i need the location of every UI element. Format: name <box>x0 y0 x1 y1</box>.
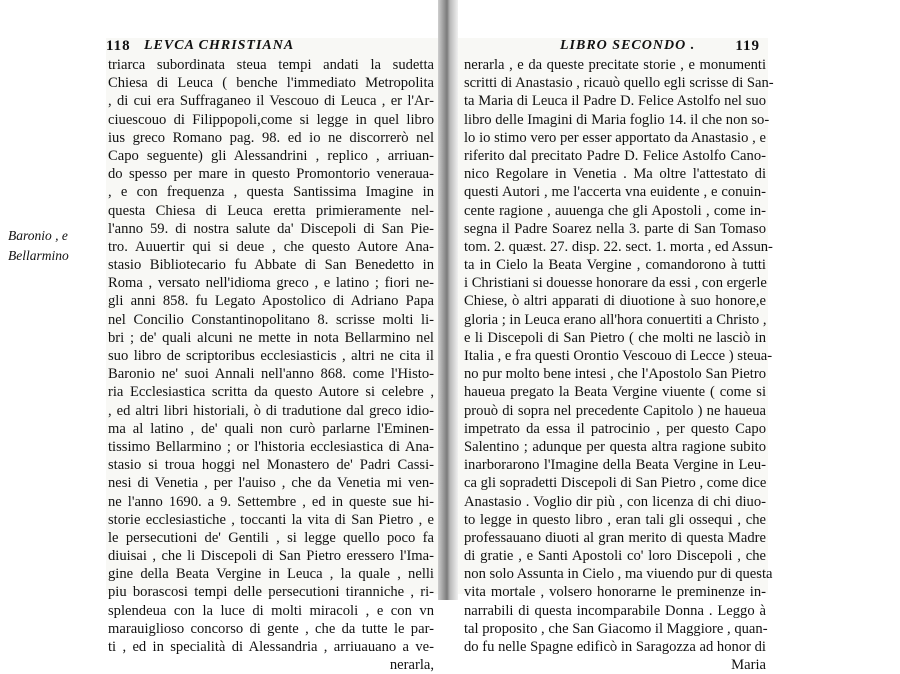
text-line: i Christiani si douesse honorare da essi , con ergerle <box>464 275 767 292</box>
text-line: scritti di Anastasio , ricauò quello egli scrisse di San- <box>464 75 774 92</box>
text-line: non solo Assunta in Cielo , ma viuendo pur di questa <box>464 566 773 583</box>
text-line: ma al latino , de' quali non curò parlarne l'Eminen- <box>108 420 434 437</box>
right-running-head <box>458 38 768 56</box>
text-line: lo io stimo vero per esser apportato da Anastasio , e <box>464 129 766 146</box>
text-line: ius greco Romano pag. 98. ed io ne discorrerò nel <box>108 129 434 146</box>
text-line: inarborarono l'Imagine della Beata Vergine in Leu- <box>464 457 766 474</box>
marginal-note <box>8 226 104 266</box>
marginal-note-line: Bellarmino <box>8 248 69 263</box>
text-line: , di cui era Suffraganeo il Vescouo di Leuca , er l'Ar- <box>108 93 434 110</box>
text-line: ti , ed in specialità di Alessandria , arriuauano a ve- <box>108 639 434 655</box>
text-line: prouò di sopra nel precedente Capitolo ) ne haueua <box>464 402 766 419</box>
text-line: nerarla , e da queste precitate storie , e monumenti <box>464 57 766 73</box>
text-line: marauiglioso concorso di gente , che da tutte le par- <box>108 620 434 637</box>
text-line: haueua pregato la Beata Vergine viuente ( come si <box>464 384 766 401</box>
text-line: Italia , e fra questi Orontio Vescouo di Lecce ) steua- <box>464 348 773 364</box>
text-line: nesi di Venetia , per l'auiso , che da Venetia mi ven- <box>108 475 434 492</box>
book-gutter <box>438 0 458 600</box>
text-line: libro delle Imagini di Maria foglio 14. il che non so- <box>464 111 770 128</box>
left-body-text <box>106 56 438 674</box>
text-line: Maria <box>731 657 766 674</box>
right-page <box>458 38 774 674</box>
text-line: Chiese, ò altri apparati di diuotione à suo honore,e <box>464 293 766 310</box>
text-line: piu borascosi tempi delle persecutioni tiranniche , ri- <box>108 584 434 601</box>
text-line: suo libro de scriptoribus ecclesiasticis , altri ne cita il <box>108 348 434 364</box>
text-line: vita mortale , volsero honorarne le preminenze in- <box>464 584 766 601</box>
text-line: e li Discepoli di San Pietro ( che molti ne lasciò in <box>464 329 766 346</box>
text-line: riferito dal precitato Padre D. Felice Astolfo Cano- <box>464 147 766 164</box>
text-line: Anastasio . Voglio dir più , con licenza di chi diuo- <box>464 493 766 510</box>
right-running-title: LIBRO SECONDO . <box>560 38 696 53</box>
text-line: nerarla, <box>389 657 434 674</box>
text-line: storie ecclesiastiche , toccanti la vita di San Pietro , e <box>108 511 434 528</box>
text-line: bri ; de' quali alcuni ne mette in nota Bellarmino nel <box>108 329 434 346</box>
text-line: questi Autori , me l'accerta vna euidente , e conuin- <box>464 184 766 201</box>
text-line: gine della Beata Vergine in Leuca , la quale , nelli <box>108 566 434 583</box>
right-body-text <box>458 56 774 674</box>
text-line: nel Concilio Constantinopolitano 8. scrisse molti li- <box>108 311 434 328</box>
text-line: gloria ; in Leuca erano all'hora conuertiti a Christo , <box>464 311 767 328</box>
text-line: ria Ecclesiastica scritta da questo Autore si celebre , <box>108 384 434 401</box>
text-line: l'anno 59. di nostra salute da' Discepoli di San Pie- <box>108 220 434 237</box>
text-line: ta Maria di Leuca il Padre D. Felice Astolfo nel suo <box>464 93 766 110</box>
text-line: , ed altri libri historiali, ò di tradutione dal greco idio- <box>108 402 434 419</box>
text-line: , e con frequenza , questa Santissima Imagine in <box>108 184 434 201</box>
text-line: do spesso per mare in questo Promontorio veneraua- <box>108 166 434 183</box>
text-line: ciuescouo di Filippopoli,come si legge in quel libro <box>108 111 434 128</box>
text-line: questa Chiesa di Leuca eretta primieramente nel- <box>108 202 434 219</box>
text-line: diuisai , che li Discepoli di San Pietro eressero l'Ima- <box>108 548 434 565</box>
right-page-number: 119 <box>735 38 760 54</box>
text-line: stasio Bibliotecario fu Abbate di San Benedetto in <box>108 257 434 274</box>
text-line: Salentino ; adunque per questa altra ragione subito <box>464 438 766 455</box>
text-line: no pur molto bene intesi , che l'Apostolo San Pietro <box>464 366 766 383</box>
text-line: gli anni 858. fu Legato Apostolico di Adriano Papa <box>108 293 434 310</box>
text-line: nico Regolare in Venetia . Ma oltre l'attestato di <box>464 166 766 183</box>
text-line: do fu nelle Spagne edificò in Saragozza ad honor di <box>464 639 766 655</box>
text-line: tro. Auuertir qui si deue , che questo Autore Ana- <box>108 238 434 255</box>
text-line: ta in Cielo la Beata Vergine , comandorono à tutti <box>464 257 766 274</box>
text-line: le persecutioni de' Gentili , si legge quello poco fa <box>108 529 434 546</box>
left-running-head <box>106 38 438 56</box>
text-line: splendeua con la luce di molti miracoli , e con vn <box>108 602 434 619</box>
text-line: Chiesa di Leuca ( benche l'immediato Metropolita <box>108 75 434 92</box>
text-line: tom. 2. quæst. 27. disp. 22. sect. 1. morta , ed Assun- <box>464 238 773 255</box>
text-line: di gratie , e Santi Apostoli co' loro Discepoli , che <box>464 548 766 565</box>
text-line: Capo seguente) gli Alessandrini , replico , arriuan- <box>108 147 434 164</box>
text-line: segna il Padre Soarez nella 3. parte di San Tomaso <box>464 220 766 237</box>
marginal-note-line: Baronio , e <box>8 228 68 243</box>
text-line: tissimo Bellarmino ; or l'historia ecclesiastica di Ana- <box>108 438 434 455</box>
left-page-number: 118 <box>106 38 131 54</box>
text-line: ne l'anno 1690. a 9. Settembre , ed in queste sue hi- <box>108 493 434 510</box>
text-line: tal proposito , che San Giacomo il Maggiore , quan- <box>464 620 768 637</box>
text-line: Roma , versato nell'idioma greco , e latino ; fiori ne- <box>108 275 434 292</box>
text-line: professauano diuoti al gran merito di questa Madre <box>464 529 766 546</box>
text-line: impetrato da essa il patrocinio , per questo Capo <box>464 420 766 437</box>
text-line: Baronio ne' suoi Annali nell'anno 868. come l'Histo- <box>108 366 434 383</box>
text-line: narrabili di questa incomparabile Donna . Leggo à <box>464 602 766 619</box>
text-line: ca gli sopradetti Discepoli di San Pietro , come dice <box>464 475 767 492</box>
text-line: triarca subordinata steua tempi andati la sudetta <box>108 57 434 73</box>
text-line: cente ragione , auuenga che gli Apostoli , come in- <box>464 202 766 219</box>
text-line: to legge in questo libro , eran tali gli ossequi , che <box>464 511 766 528</box>
left-page <box>106 38 438 674</box>
left-running-title: LEVCA CHRISTIANA <box>144 38 295 53</box>
text-line: stasio si troua hoggi nel Monastero de' Padri Cassi- <box>108 457 434 474</box>
